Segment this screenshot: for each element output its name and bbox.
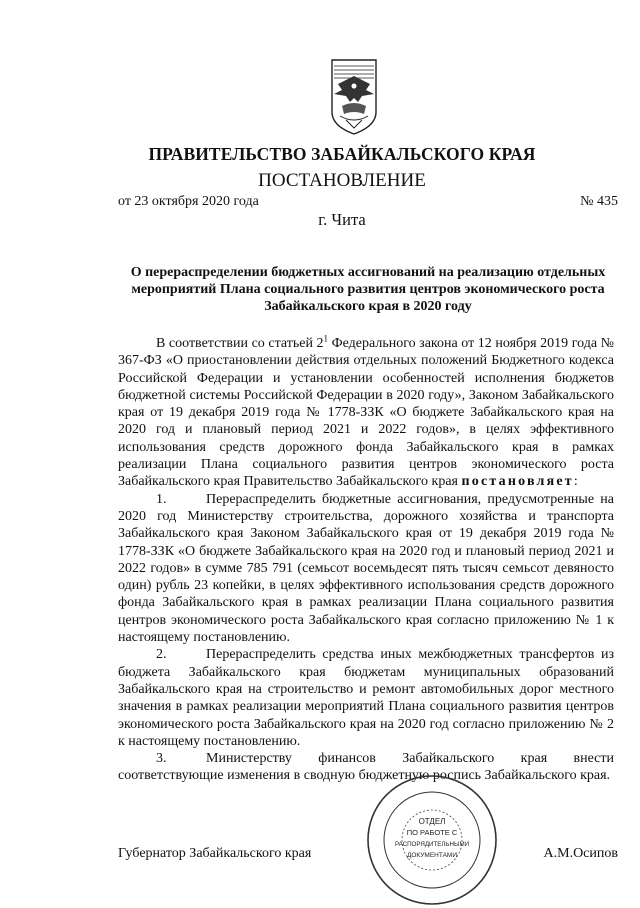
stamp-line-3: РАСПОРЯДИТЕЛЬНЫМИ [394, 841, 470, 848]
item-text: Перераспределить бюджетные ассигнования, предусмотренные на 2020 год Министерству строительства, дорожного хозяйства и транспорта Забайкальского края Законом Забайкальского края от 19 декабря 2019 года № 1778-ЗЗК «О бюджете Забайкальского края на 2020 год и плановый период 2021 и 2022 годов» в сумме 785 791 (семьсот восемьдесят пять тысяч семьсот девяносто один) рубль 23 копейки, в целях эффективного использования средств дорожного фонда Забайкальского края в рамках реализации Плана социального развития центров экономического роста Забайкальского края согласно приложению № 1 к настоящему постановлению. [118, 491, 614, 646]
decree-colon: : [573, 474, 578, 490]
item-number: 3. [156, 751, 167, 767]
stamp-line-1: ОТДЕЛ [418, 817, 446, 826]
document-city: г. Чита [318, 210, 366, 229]
signatory-name: А.М.Осипов [543, 846, 618, 861]
preamble-part2: Федерального закона от 12 ноября 2019 года № 367-ФЗ «О приостановлении действия отдельных положений Бюджетного кодекса Российской Федерации и установлении особенностей исполнения бюджетов бюджетной системы Российской Федерации в 2020 году», Законом Забайкальского края от 19 декабря 2019 года № 1778-ЗЗК «О бюджете Забайкальского края на 2020 год и плановый период 2021 и 2022 годов», в целях эффективного использования средств дорожного фонда Забайкальского края в рамках реализации Плана социального развития центров экономического роста Забайкальского края Правительство Забайкальского края [118, 336, 614, 490]
article-superscript: 1 [323, 333, 329, 344]
preamble-part1: В соответствии со статьей 2 [156, 336, 324, 351]
document-type: ПОСТАНОВЛЕНИЕ [258, 170, 426, 191]
document-title: О перераспределении бюджетных ассигнований на реализацию отдельных мероприятий Плана социального развития центров экономического роста Забайкальского края в 2020 году [130, 265, 606, 314]
document-number: № 435 [580, 194, 618, 209]
stamp-line-4: ДОКУМЕНТАМИ [406, 852, 458, 859]
item-number: 2. [156, 647, 167, 663]
coat-of-arms-emblem [328, 54, 380, 136]
list-item [118, 646, 614, 750]
document-date: от 23 октября 2020 года [118, 194, 259, 209]
item-number: 1. [156, 491, 167, 507]
document-body [118, 335, 614, 785]
preamble-paragraph [118, 335, 614, 491]
item-text: Перераспределить средства иных межбюджетных трансфертов из бюджета Забайкальского края бюджетам муниципальных образований Забайкальского края на строительство и ремонт автомобильных дорог местного значения в рамках реализации мероприятий Плана социального развития центров экономического роста Забайкальского края на 2020 год согласно приложению № 2 к настоящему постановлению. [118, 647, 614, 749]
organization-title: ПРАВИТЕЛЬСТВО ЗАБАЙКАЛЬСКОГО КРАЯ [148, 144, 536, 164]
list-item [118, 491, 614, 647]
item-text: Министерству финансов Забайкальского края внести соответствующие изменения в сводную бюджетную роспись Забайкальского края. [118, 751, 614, 784]
official-stamp [364, 772, 500, 908]
signatory-position: Губернатор Забайкальского края [118, 846, 312, 861]
stamp-line-2: ПО РАБОТЕ С [406, 828, 458, 837]
decree-word: постановляет [461, 474, 574, 490]
